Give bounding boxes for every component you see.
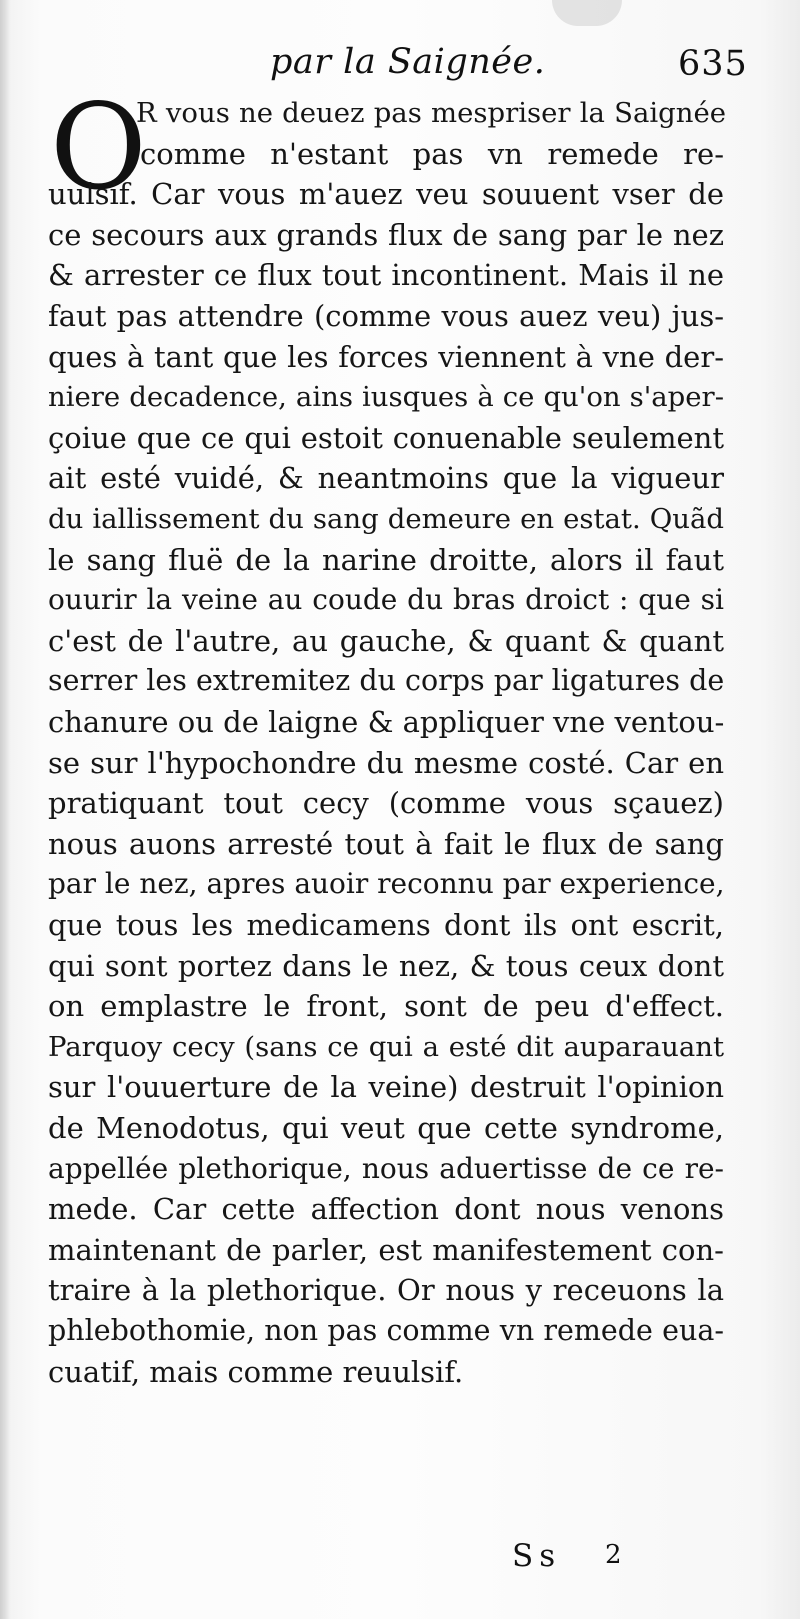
text-line: par le nez, apres auoir reconnu par experience, xyxy=(48,867,725,901)
text-line: qui sont portez dans le nez, & tous ceux dont xyxy=(48,948,724,983)
text-line: du iallissement du sang demeure en estat. Quãd xyxy=(48,503,724,535)
text-line: maintenant de parler, est manifestement con- xyxy=(48,1232,724,1267)
text-line: chanure ou de laigne & appliquer vne ventou- xyxy=(48,705,725,739)
text-line: nous auons arresté tout à fait le flux de sang xyxy=(48,826,724,861)
text-line: ouurir la veine au coude du bras droict : que si xyxy=(48,583,724,617)
text-line: se sur l'hypochondre du mesme costé. Car en xyxy=(48,745,724,780)
text-line: sur l'ouuerture de la veine) destruit l'opinion xyxy=(48,1070,724,1105)
text-line: ce secours aux grands flux de sang par le nez xyxy=(48,217,724,252)
running-head: par la Saignée. xyxy=(270,42,546,82)
signature-number: 2 xyxy=(605,1540,622,1570)
text-line: faut pas attendre (comme vous auez veu) jus- xyxy=(48,299,724,333)
gutter-shadow xyxy=(0,0,10,1619)
text-line: niere decadence, ains iusques à ce qu'on s'aper- xyxy=(48,381,724,414)
paper-stain xyxy=(552,0,622,26)
signature-mark: Ss xyxy=(512,1538,562,1574)
text-line: phlebothomie, non pas comme vn remede eua- xyxy=(48,1314,724,1347)
text-line: traire à la plethorique. Or nous y receuons la xyxy=(48,1273,724,1308)
text-line: çoiue que ce qui estoit conuenable seulement xyxy=(48,420,724,455)
text-line: de Menodotus, qui veut que cette syndrome, xyxy=(48,1111,724,1145)
text-line: c'est de l'autre, au gauche, & quant & quant xyxy=(48,623,724,658)
text-line: ques à tant que les forces viennent à vne der- xyxy=(48,339,724,374)
drop-cap: O xyxy=(50,78,147,216)
text-line: serrer les extremitez du corps par ligatures de xyxy=(48,664,725,698)
text-line: uulsif. Car vous m'auez veu souuent vser de xyxy=(48,177,724,212)
text-line: & arrester ce flux tout incontinent. Mais il ne xyxy=(48,258,724,293)
text-line: comme n'estant pas vn remede re- xyxy=(140,136,724,171)
text-line: pratiquant tout cecy (comme vous sçauez) xyxy=(48,786,724,821)
text-line: que tous les medicamens dont ils ont escrit, xyxy=(48,908,724,942)
text-line: le sang fluë de la narine droitte, alors il faut xyxy=(48,542,724,577)
text-line: on emplastre le front, sont de peu d'effect. xyxy=(48,989,724,1024)
text-line: cuatif, mais comme reuulsif. xyxy=(48,1354,464,1389)
text-line: ait esté vuidé, & neantmoins que la vigueur xyxy=(48,461,724,496)
text-line: R vous ne deuez pas mespriser la Saignée xyxy=(136,97,726,129)
text-line: appellée plethorique, nous aduertisse de ce re- xyxy=(48,1151,724,1185)
text-line: Parquoy cecy (sans ce qui a esté dit auparauant xyxy=(48,1030,724,1063)
page-number: 635 xyxy=(678,44,748,84)
text-line: mede. Car cette affection dont nous venons xyxy=(48,1192,724,1227)
